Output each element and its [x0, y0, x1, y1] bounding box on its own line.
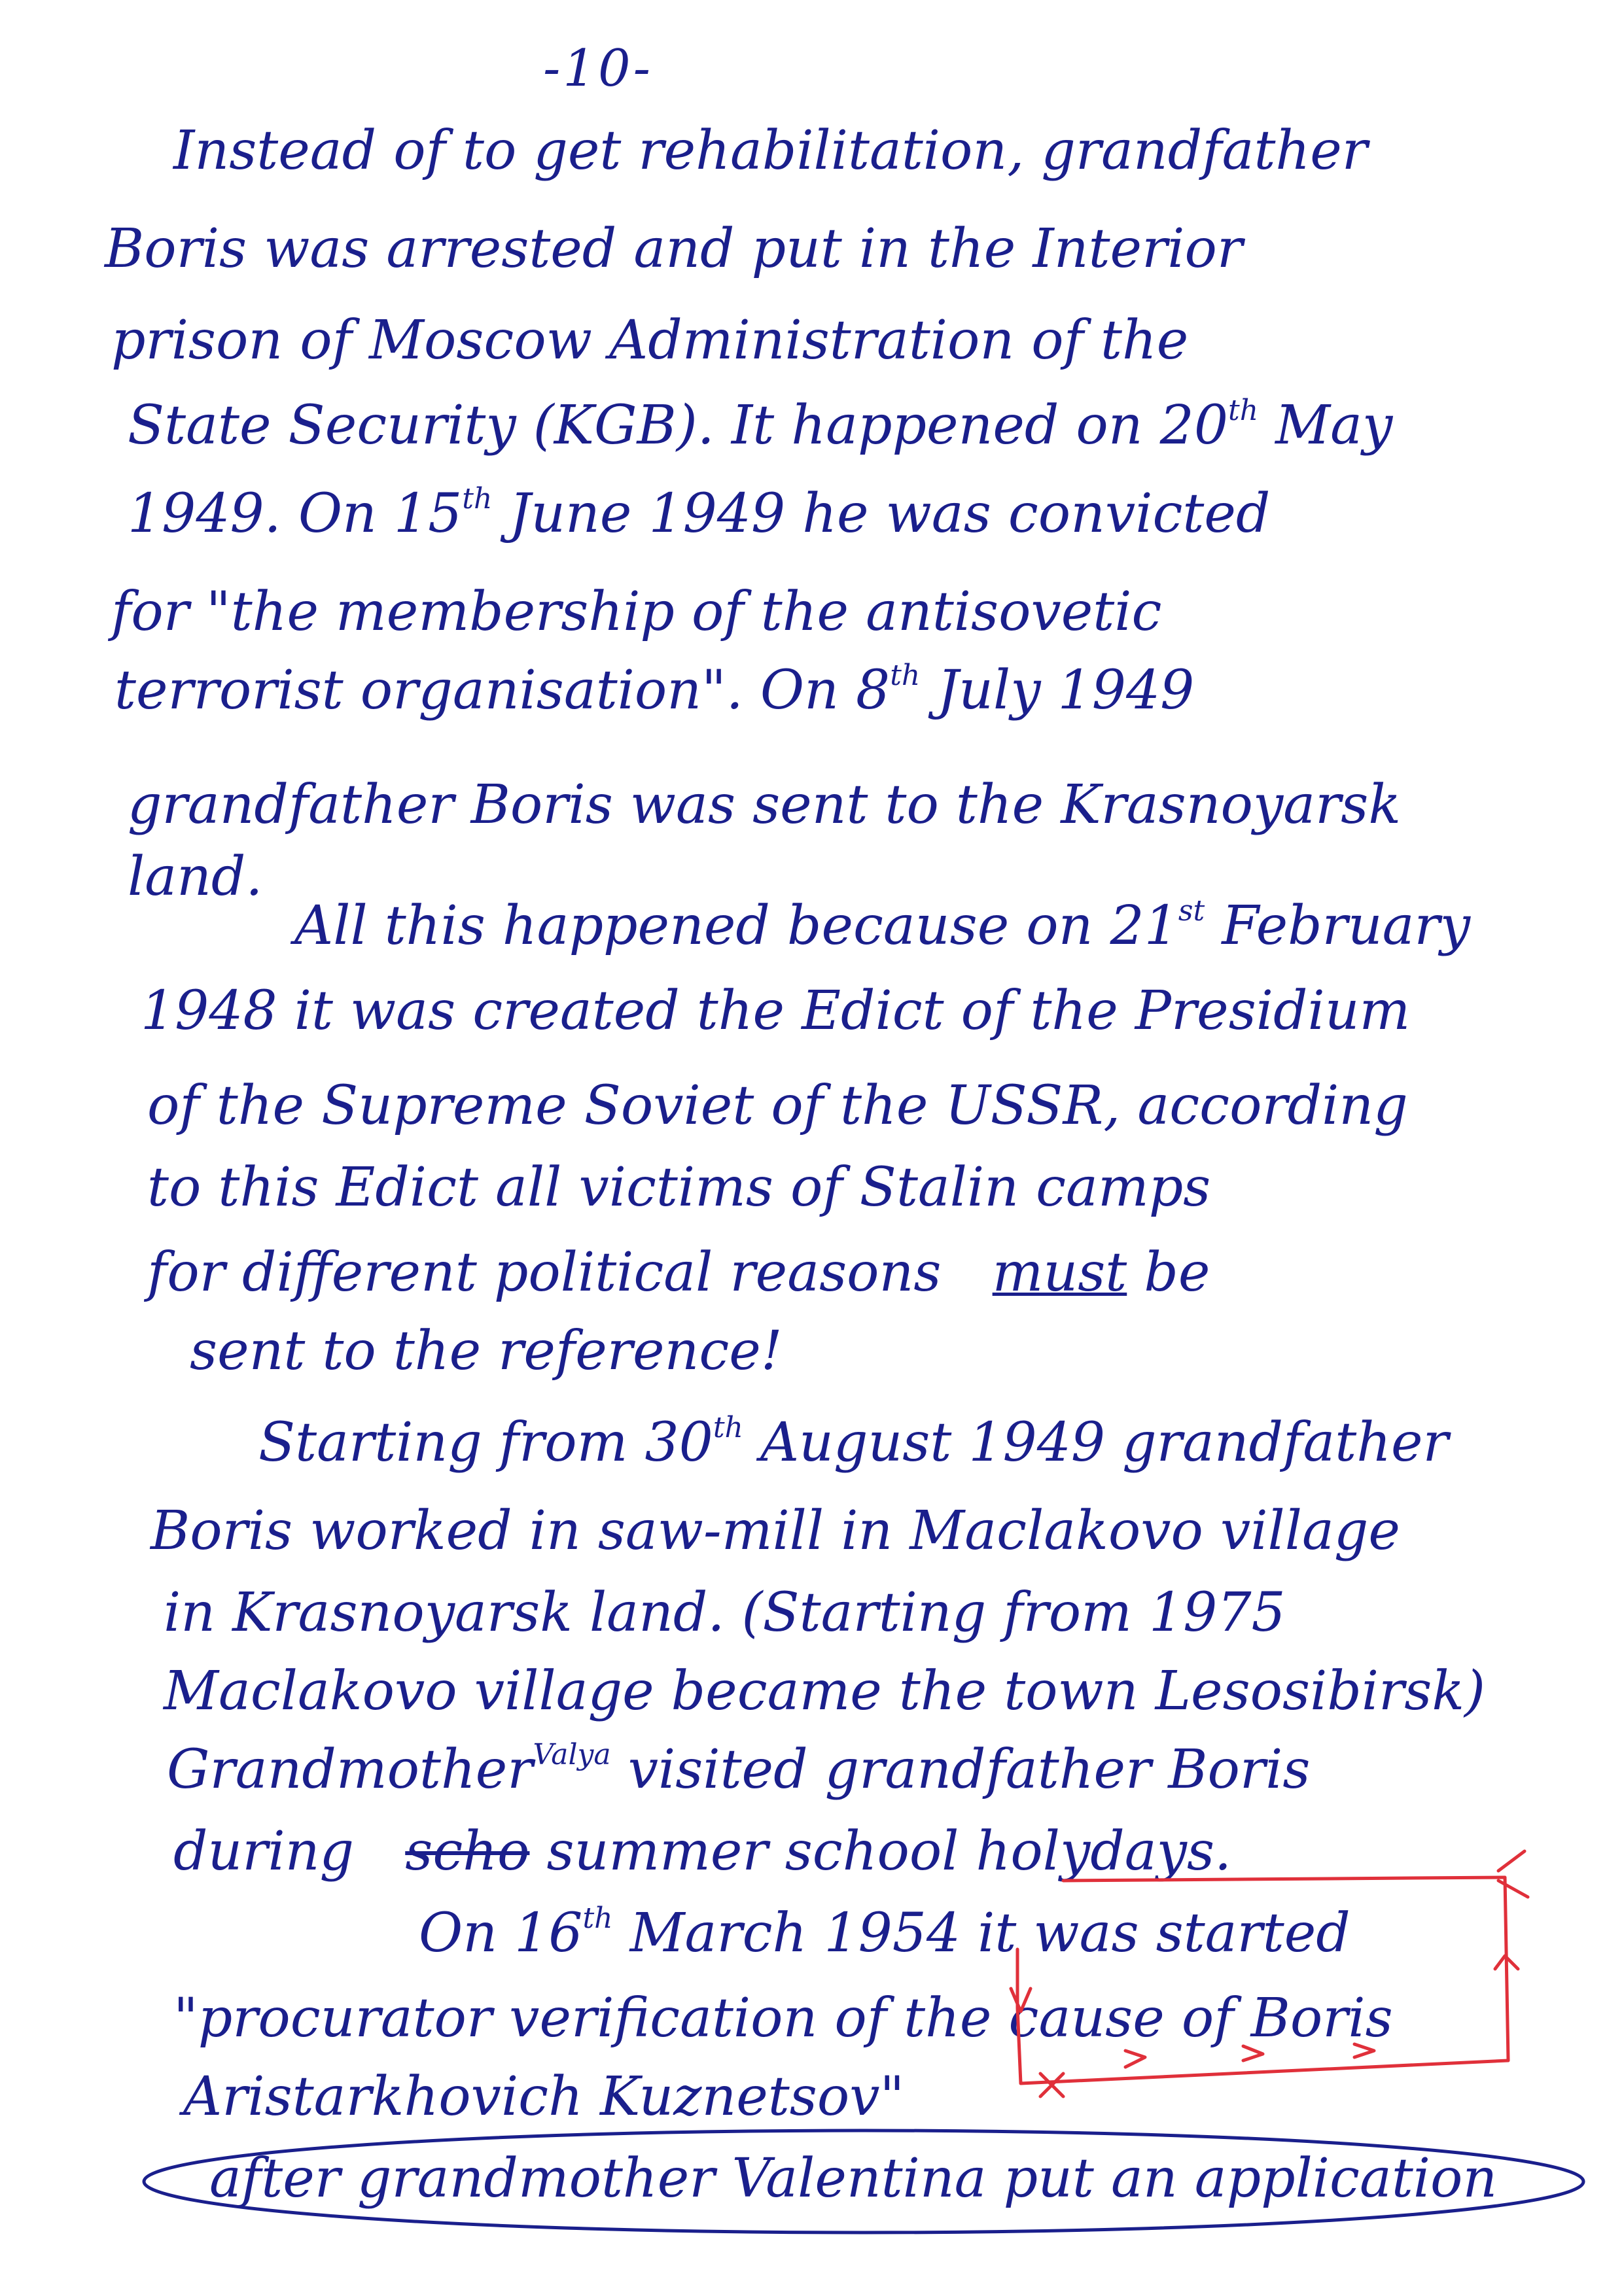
line-14: sent to the reference! [190, 1320, 783, 1382]
line-9b: All this happened because on 21st February [294, 894, 1471, 957]
line-17: in Krasnoyarsk land. (Starting from 1975 [164, 1582, 1286, 1644]
line-10: 1948 it was created the Edict of the Presidium [141, 980, 1411, 1042]
line-21: On 16th March 1954 it was started [419, 1902, 1350, 1964]
line-1: Instead of to get rehabilitation, grandfather [173, 120, 1368, 182]
line-6: for "the membership of the antisovetic [111, 581, 1162, 643]
red-arrow-annotation [1011, 1851, 1528, 2096]
line-24: after grandmother Valentina put an application [209, 2148, 1498, 2210]
line-19: Grandmother$^{Valya}$ visited grandfather Boris [167, 1738, 1311, 1801]
line-3: prison of Moscow Administration of the [111, 309, 1189, 372]
line-22: "procurator verification of the cause of Boris [173, 1987, 1393, 2049]
line-7: terrorist organisation". On 8th July 1949 [115, 659, 1195, 722]
line-16: Boris worked in saw-mill in Maclakovo village [150, 1500, 1400, 1562]
line-2: Boris was arrested and put in the Interior [105, 218, 1243, 280]
line-13: for different political reasons must be [147, 1242, 1210, 1304]
line-9a: land. [128, 846, 263, 908]
circled-line-outline [144, 2131, 1583, 2233]
line-23: Aristarkhovich Kuznetsov" [183, 2066, 905, 2128]
line-11: of the Supreme Soviet of the USSR, according [147, 1075, 1408, 1137]
line-5: 1949. On 15th June 1949 he was convicted [128, 482, 1271, 545]
line-20: during scho summer school holydays. [173, 1820, 1232, 1883]
line-4: State Security (KGB). It happened on 20th May [128, 394, 1393, 457]
line-12: to this Edict all victims of Stalin camps [147, 1157, 1211, 1219]
line-15: Starting from 30th August 1949 grandfather [258, 1411, 1449, 1474]
line-8: grandfather Boris was sent to the Krasnoyarsk [128, 774, 1402, 836]
line-18: Maclakovo village became the town Lesosibirsk) [164, 1660, 1486, 1722]
page-number: -10- [543, 39, 653, 98]
